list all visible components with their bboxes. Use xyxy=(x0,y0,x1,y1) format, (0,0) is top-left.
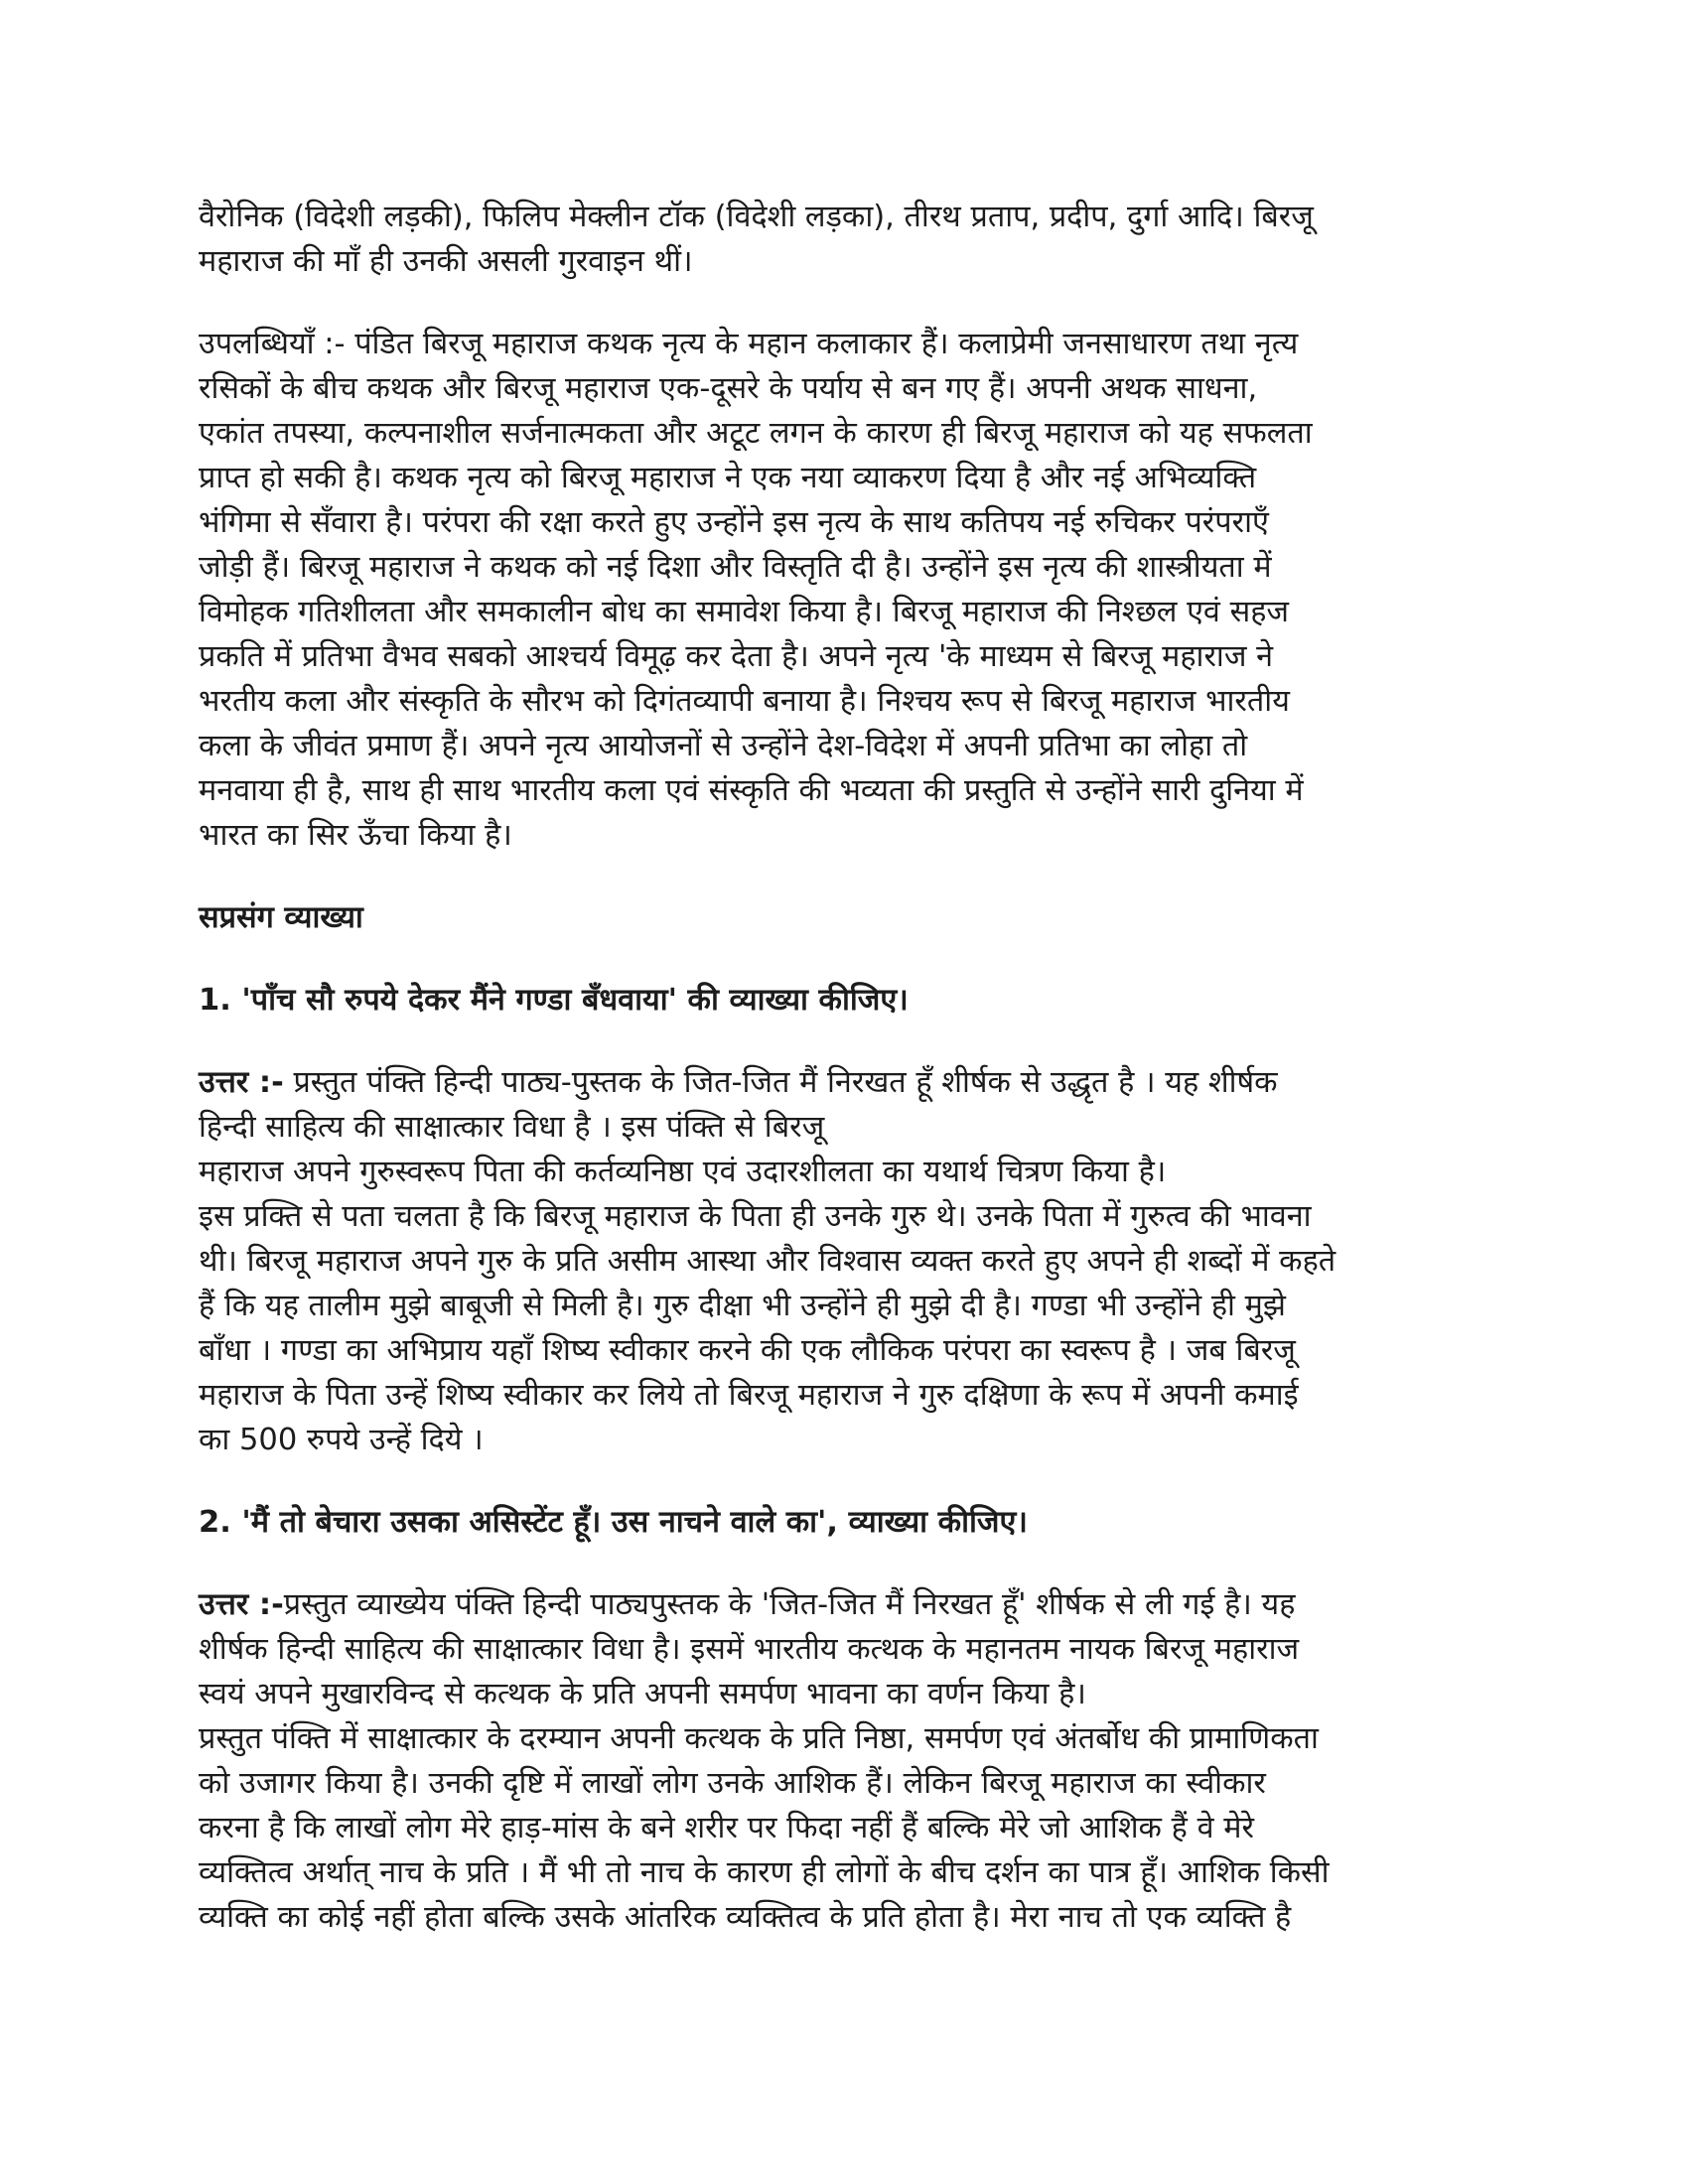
question-1-answer xyxy=(199,1060,1489,1462)
text-line: विमोहक गतिशीलता और समकालीन बोध का समावेश किया है। बिरजू महाराज की निश्छल एवं सहज xyxy=(199,595,1290,629)
text-line: का 500 रुपये उन्हें दिये । xyxy=(199,1423,484,1457)
question-2-answer xyxy=(199,1582,1489,1940)
text-line: व्यक्तित्व अर्थात् नाच के प्रति । मैं भी तो नाच के कारण ही लोगों के बीच दर्शन का पात्र हूँ। आशिक किसी xyxy=(199,1855,1330,1890)
answer-first-line xyxy=(199,1060,1489,1105)
text-line: बाँधा । गण्डा का अभिप्राय यहाँ शिष्य स्वीकार करने की एक लौकिक परंपरा का स्वरूप है । जब बिरजू xyxy=(199,1333,1296,1368)
text-line: हिन्दी साहित्य की साक्षात्कार विधा है । इस पंक्ति से बिरजू xyxy=(199,1110,825,1145)
text-line: महाराज के पिता उन्हें शिष्य स्वीकार कर लिये तो बिरजू महाराज ने गुरु दक्षिणा के रूप में अपनी कमाई xyxy=(199,1378,1299,1413)
section-heading: सप्रसंग व्याख्या xyxy=(199,900,363,935)
question-2-heading: 2. 'मैं तो बेचारा उसका असिस्टेंट हूँ। उस नाचने वाले का', व्याख्या कीजिए। xyxy=(199,1505,1028,1540)
text-line: उपलब्धियाँ :- पंडित बिरजू महाराज कथक नृत्य के महान कलाकार हैं। कलाप्रेमी जनसाधारण तथा नृत्य xyxy=(199,327,1299,361)
text-line: स्वयं अपने मुखारविन्द से कत्थक के प्रति अपनी समर्पण भावना का वर्णन किया है। xyxy=(199,1677,1086,1711)
text-line: मनवाया ही है, साथ ही साथ भारतीय कला एवं संस्कृति की भव्यता की प्रस्तुति से उन्होंने सारी दुनिया में xyxy=(199,773,1304,808)
text-line: को उजागर किया है। उनकी दृष्टि में लाखों लोग उनके आशिक हैं। लेकिन बिरजू महाराज का स्वीकार xyxy=(199,1766,1266,1801)
answer-label: उत्तर :- xyxy=(199,1587,284,1622)
answer-label: उत्तर :- xyxy=(199,1065,284,1100)
question-1-heading: 1. 'पाँच सौ रुपये देकर मैंने गण्डा बँधवाया' की व्याख्या कीजिए। xyxy=(199,983,909,1018)
text-line: महाराज अपने गुरुस्वरूप पिता की कर्तव्यनिष्ठा एवं उदारशीलता का यथार्थ चित्रण किया है। xyxy=(199,1155,1167,1189)
text-line: जोड़ी हैं। बिरजू महाराज ने कथक को नई दिशा और विस्तृति दी है। उन्होंने इस नृत्य की शास्त्रीयता में xyxy=(199,550,1272,585)
text-line: भंगिमा से सँवारा है। परंपरा की रक्षा करते हुए उन्होंने इस नृत्य के साथ कतिपय नई रुचिकर परंपराएँ xyxy=(199,505,1269,540)
text-line: कला के जीवंत प्रमाण हैं। अपने नृत्य आयोजनों से उन्होंने देश-विदेश में अपनी प्रतिभा का लोहा तो xyxy=(199,729,1248,763)
text-line: भारत का सिर ऊँचा किया है। xyxy=(199,818,512,853)
text-line: हैं कि यह तालीम मुझे बाबूजी से मिली है। गुरु दीक्षा भी उन्होंने ही मुझे दी है। गण्डा भी उन्होंने ही मुझे xyxy=(199,1289,1286,1323)
text-line: एकांत तपस्या, कल्पनाशील सर्जनात्मकता और अटूट लगन के कारण ही बिरजू महाराज को यह सफलता xyxy=(199,416,1313,451)
text-line: प्राप्त हो सकी है। कथक नृत्य को बिरजू महाराज ने एक नया व्याकरण दिया है और नई अभिव्यक्ति xyxy=(199,461,1257,495)
text-line: करना है कि लाखों लोग मेरे हाड़-मांस के बने शरीर पर फिदा नहीं हैं बल्कि मेरे जो आशिक हैं वे मेरे xyxy=(199,1811,1254,1845)
text-line: प्रकति में प्रतिभा वैभव सबको आश्चर्य विमूढ़ कर देता है। अपने नृत्य 'के माध्यम से बिरजू महाराज ने xyxy=(199,639,1274,674)
document-page xyxy=(199,195,1489,1978)
text-line: व्यक्ति का कोई नहीं होता बल्कि उसके आंतरिक व्यक्तित्व के प्रति होता है। मेरा नाच तो एक व्यक्ति है xyxy=(199,1900,1292,1935)
text-line: रसिकों के बीच कथक और बिरजू महाराज एक-दूसरे के पर्याय से बन गए हैं। अपनी अथक साधना, xyxy=(199,371,1258,406)
text-line: इस प्रक्ति से पता चलता है कि बिरजू महाराज के पिता ही उनके गुरु थे। उनके पिता में गुरुत्व की भावना xyxy=(199,1199,1312,1234)
text-line: शीर्षक हिन्दी साहित्य की साक्षात्कार विधा है। इसमें भारतीय कत्थक के महानतम नायक बिरजू महाराज xyxy=(199,1632,1300,1667)
text-line: महाराज की माँ ही उनकी असली गुरवाइन थीं। xyxy=(199,244,693,279)
answer-first-line xyxy=(199,1582,1489,1627)
answer-text: प्रस्तुत व्याख्येय पंक्ति हिन्दी पाठ्यपुस्तक के 'जित-जित मैं निरखत हूँ' शीर्षक से ली गई है। यह xyxy=(283,1587,1296,1622)
text-line: वैरोनिक (विदेशी लड़की), फिलिप मेक्लीन टॉक (विदेशी लड़का), तीरथ प्रताप, प्रदीप, दुर्गा आदि। बिरजू xyxy=(199,200,1314,234)
achievements-paragraph xyxy=(199,322,1489,858)
answer-text: प्रस्तुत पंक्ति हिन्दी पाठ्य-पुस्तक के जित-जित मैं निरखत हूँ शीर्षक से उद्धृत है । यह शीर्षक xyxy=(283,1065,1278,1100)
text-line: प्रस्तुत पंक्ति में साक्षात्कार के दरम्यान अपनी कत्थक के प्रति निष्ठा, समर्पण एवं अंतर्बोध की प्रामाणिकता xyxy=(199,1721,1319,1756)
text-line: थी। बिरजू महाराज अपने गुरु के प्रति असीम आस्था और विश्वास व्यक्त करते हुए अपने ही शब्दों में कहते xyxy=(199,1244,1336,1279)
intro-paragraph xyxy=(199,195,1489,284)
text-line: भरतीय कला और संस्कृति के सौरभ को दिगंतव्यापी बनाया है। निश्चय रूप से बिरजू महाराज भारतीय xyxy=(199,684,1290,719)
